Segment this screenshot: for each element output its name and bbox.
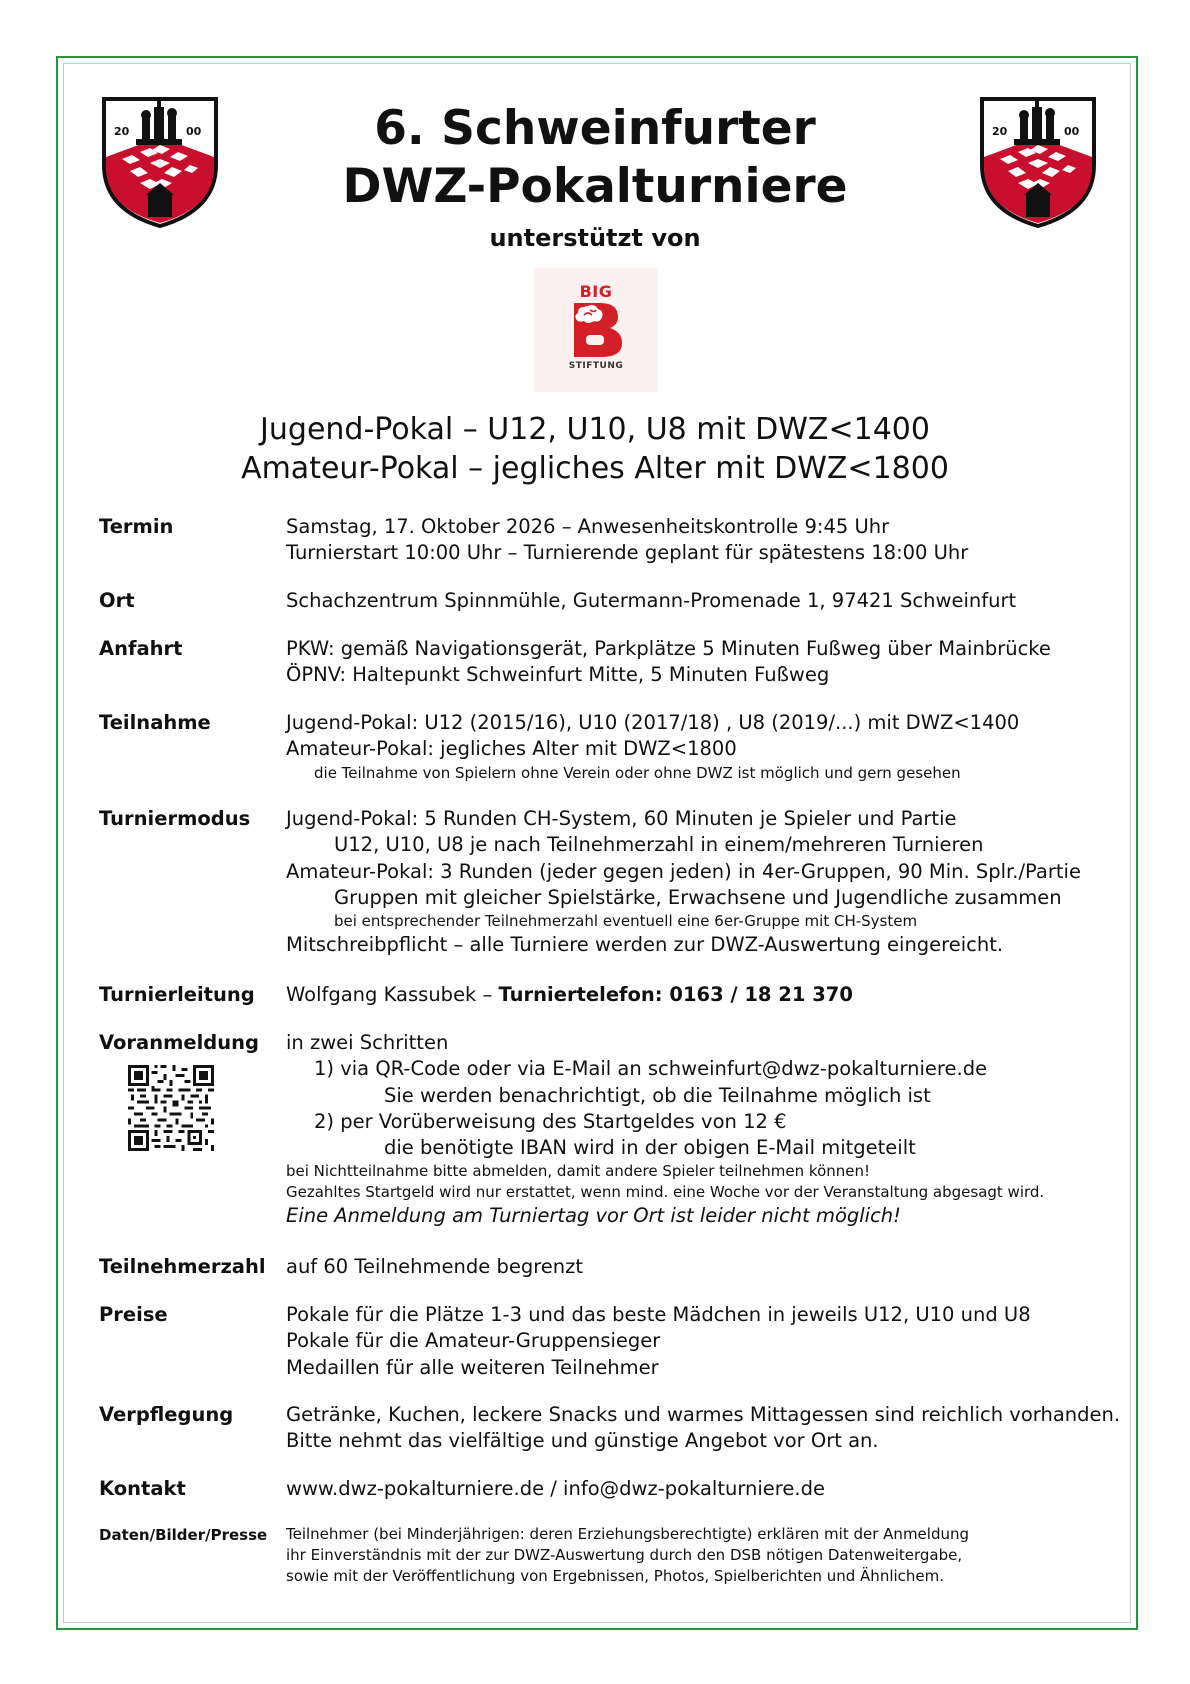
turniermodus-line: Gruppen mit gleicher Spielstärke, Erwachsene und Jugendliche zusammen [334, 885, 1062, 909]
teilnahme-line: Jugend-Pokal: U12 (2015/16), U10 (2017/18) , U8 (2019/...) mit DWZ<1400 [286, 711, 1020, 734]
club-crest-right [978, 95, 1098, 230]
svg-text:00: 00 [1064, 125, 1080, 138]
teilnehmerzahl-line: auf 60 Teilnehmende begrenzt [286, 1255, 584, 1278]
daten-line: sowie mit der Veröffentlichung von Ergebnissen, Photos, Spielberichten und Ähnlichem. [286, 1567, 945, 1585]
sponsor-logo-bottom: STIFTUNG [568, 361, 624, 371]
ort-value [286, 588, 1016, 614]
turniermodus-value [286, 806, 1081, 958]
turnierleitung-label: Turnierleitung [99, 983, 255, 1006]
page-title [200, 100, 990, 216]
title-line-1: 6. Schweinfurter [374, 101, 816, 156]
subtitle-jugend: Jugend-Pokal – U12, U10, U8 mit DWZ<1400 [260, 412, 930, 447]
verpflegung-value [286, 1402, 1120, 1455]
teilnehmerzahl-label: Teilnehmerzahl [99, 1255, 266, 1278]
termin-line: Turnierstart 10:00 Uhr – Turnierende geplant für spätestens 18:00 Uhr [286, 541, 969, 565]
teilnehmerzahl-value [286, 1254, 583, 1280]
voranmeldung-value [286, 1030, 1044, 1230]
supported-by: unterstützt von [489, 224, 701, 252]
teilnahme-note: die Teilnahme von Spielern ohne Verein oder ohne DWZ ist möglich und gern gesehen [314, 763, 961, 782]
anfahrt-label: Anfahrt [99, 637, 183, 660]
termin-line: Samstag, 17. Oktober 2026 – Anwesenheitskontrolle 9:45 Uhr [286, 515, 890, 538]
teilnahme-line: Amateur-Pokal: jegliches Alter mit DWZ<1800 [286, 737, 737, 761]
voranmeldung-label: Voranmeldung [99, 1031, 259, 1054]
anfahrt-value [286, 636, 1051, 689]
turniermodus-line: Mitschreibpflicht – alle Turniere werden zur DWZ-Auswertung eingereicht. [286, 933, 1004, 957]
kontakt-value[interactable] [286, 1476, 825, 1502]
verpflegung-label: Verpflegung [99, 1403, 234, 1426]
preise-line: Pokale für die Amateur-Gruppensieger [286, 1329, 661, 1353]
turnierleitung-phone: Turniertelefon: 0163 / 18 21 370 [498, 983, 853, 1006]
turniermodus-label: Turniermodus [99, 807, 251, 830]
turnierleitung-value [286, 982, 853, 1008]
anfahrt-line: PKW: gemäß Navigationsgerät, Parkplätze 5 Minuten Fußweg über Mainbrücke [286, 637, 1051, 660]
sponsor-logo-top: BIG [579, 282, 613, 301]
voranmeldung-step-1: 1) via QR-Code oder via E-Mail an schweinfurt@dwz-pokalturniere.de [314, 1057, 988, 1081]
daten-line: Teilnehmer (bei Minderjährigen: deren Erziehungsberechtigte) erklären mit der Anmeldung [286, 1525, 970, 1543]
kontakt-label: Kontakt [99, 1477, 186, 1500]
voranmeldung-note: Gezahltes Startgeld wird nur erstattet, wenn mind. eine Woche vor der Veranstaltung abgesagt wird. [286, 1183, 1045, 1202]
ort-label: Ort [99, 589, 135, 612]
turniermodus-line: Jugend-Pokal: 5 Runden CH-System, 60 Minuten je Spieler und Partie [286, 807, 957, 830]
turnierleitung-name: Wolfgang Kassubek – [286, 983, 499, 1006]
preise-label: Preise [99, 1303, 168, 1326]
svg-text:20: 20 [114, 125, 130, 138]
termin-label: Termin [99, 515, 174, 538]
teilnahme-value [286, 710, 1019, 784]
preise-line: Medaillen für alle weiteren Teilnehmer [286, 1355, 659, 1379]
turniermodus-note: bei entsprechender Teilnehmerzahl eventuell eine 6er-Gruppe mit CH-System [334, 912, 918, 931]
svg-text:00: 00 [186, 125, 202, 138]
voranmeldung-line: in zwei Schritten [286, 1031, 449, 1054]
daten-line: ihr Einverständnis mit der zur DWZ-Auswertung durch den DSB nötigen Datenweitergabe, [286, 1546, 963, 1564]
anfahrt-line: ÖPNV: Haltepunkt Schweinfurt Mitte, 5 Minuten Fußweg [286, 663, 830, 687]
teilnahme-label: Teilnahme [99, 711, 211, 734]
brain-b-icon [570, 301, 624, 357]
preise-value [286, 1302, 1031, 1381]
verpflegung-line: Bitte nehmt das vielfältige und günstige Angebot vor Ort an. [286, 1429, 879, 1453]
kontakt-links[interactable]: www.dwz-pokalturniere.de / info@dwz-pokalturniere.de [286, 1477, 825, 1500]
daten-label: Daten/Bilder/Presse [99, 1526, 268, 1544]
verpflegung-line: Getränke, Kuchen, leckere Snacks und warmes Mittagessen sind reichlich vorhanden. [286, 1403, 1121, 1426]
sponsor-logo [534, 268, 658, 392]
termin-value [286, 514, 968, 567]
voranmeldung-line: Sie werden benachrichtigt, ob die Teilnahme möglich ist [384, 1083, 931, 1107]
registration-qr-code[interactable] [128, 1065, 214, 1151]
turniermodus-line: Amateur-Pokal: 3 Runden (jeder gegen jeden) in 4er-Gruppen, 90 Min. Splr./Partie [286, 859, 1081, 883]
title-line-2: DWZ-Pokalturniere [342, 159, 848, 214]
turniermodus-line: U12, U10, U8 je nach Teilnehmerzahl in einem/mehreren Turnieren [334, 833, 984, 857]
preise-line: Pokale für die Plätze 1-3 und das beste Mädchen in jeweils U12, U10 und U8 [286, 1303, 1031, 1326]
ort-line: Schachzentrum Spinnmühle, Gutermann-Promenade 1, 97421 Schweinfurt [286, 589, 1017, 612]
voranmeldung-line: die benötigte IBAN wird in der obigen E-Mail mitgeteilt [384, 1136, 916, 1160]
daten-value [286, 1524, 969, 1587]
svg-text:20: 20 [992, 125, 1008, 138]
voranmeldung-warning: Eine Anmeldung am Turniertag vor Ort ist leider nicht möglich! [286, 1204, 901, 1228]
voranmeldung-step-2: 2) per Vorüberweisung des Startgeldes von 12 € [314, 1109, 787, 1133]
subtitle-amateur: Amateur-Pokal – jegliches Alter mit DWZ<1800 [241, 451, 949, 486]
voranmeldung-note: bei Nichtteilnahme bitte abmelden, damit andere Spieler teilnehmen können! [286, 1162, 871, 1181]
